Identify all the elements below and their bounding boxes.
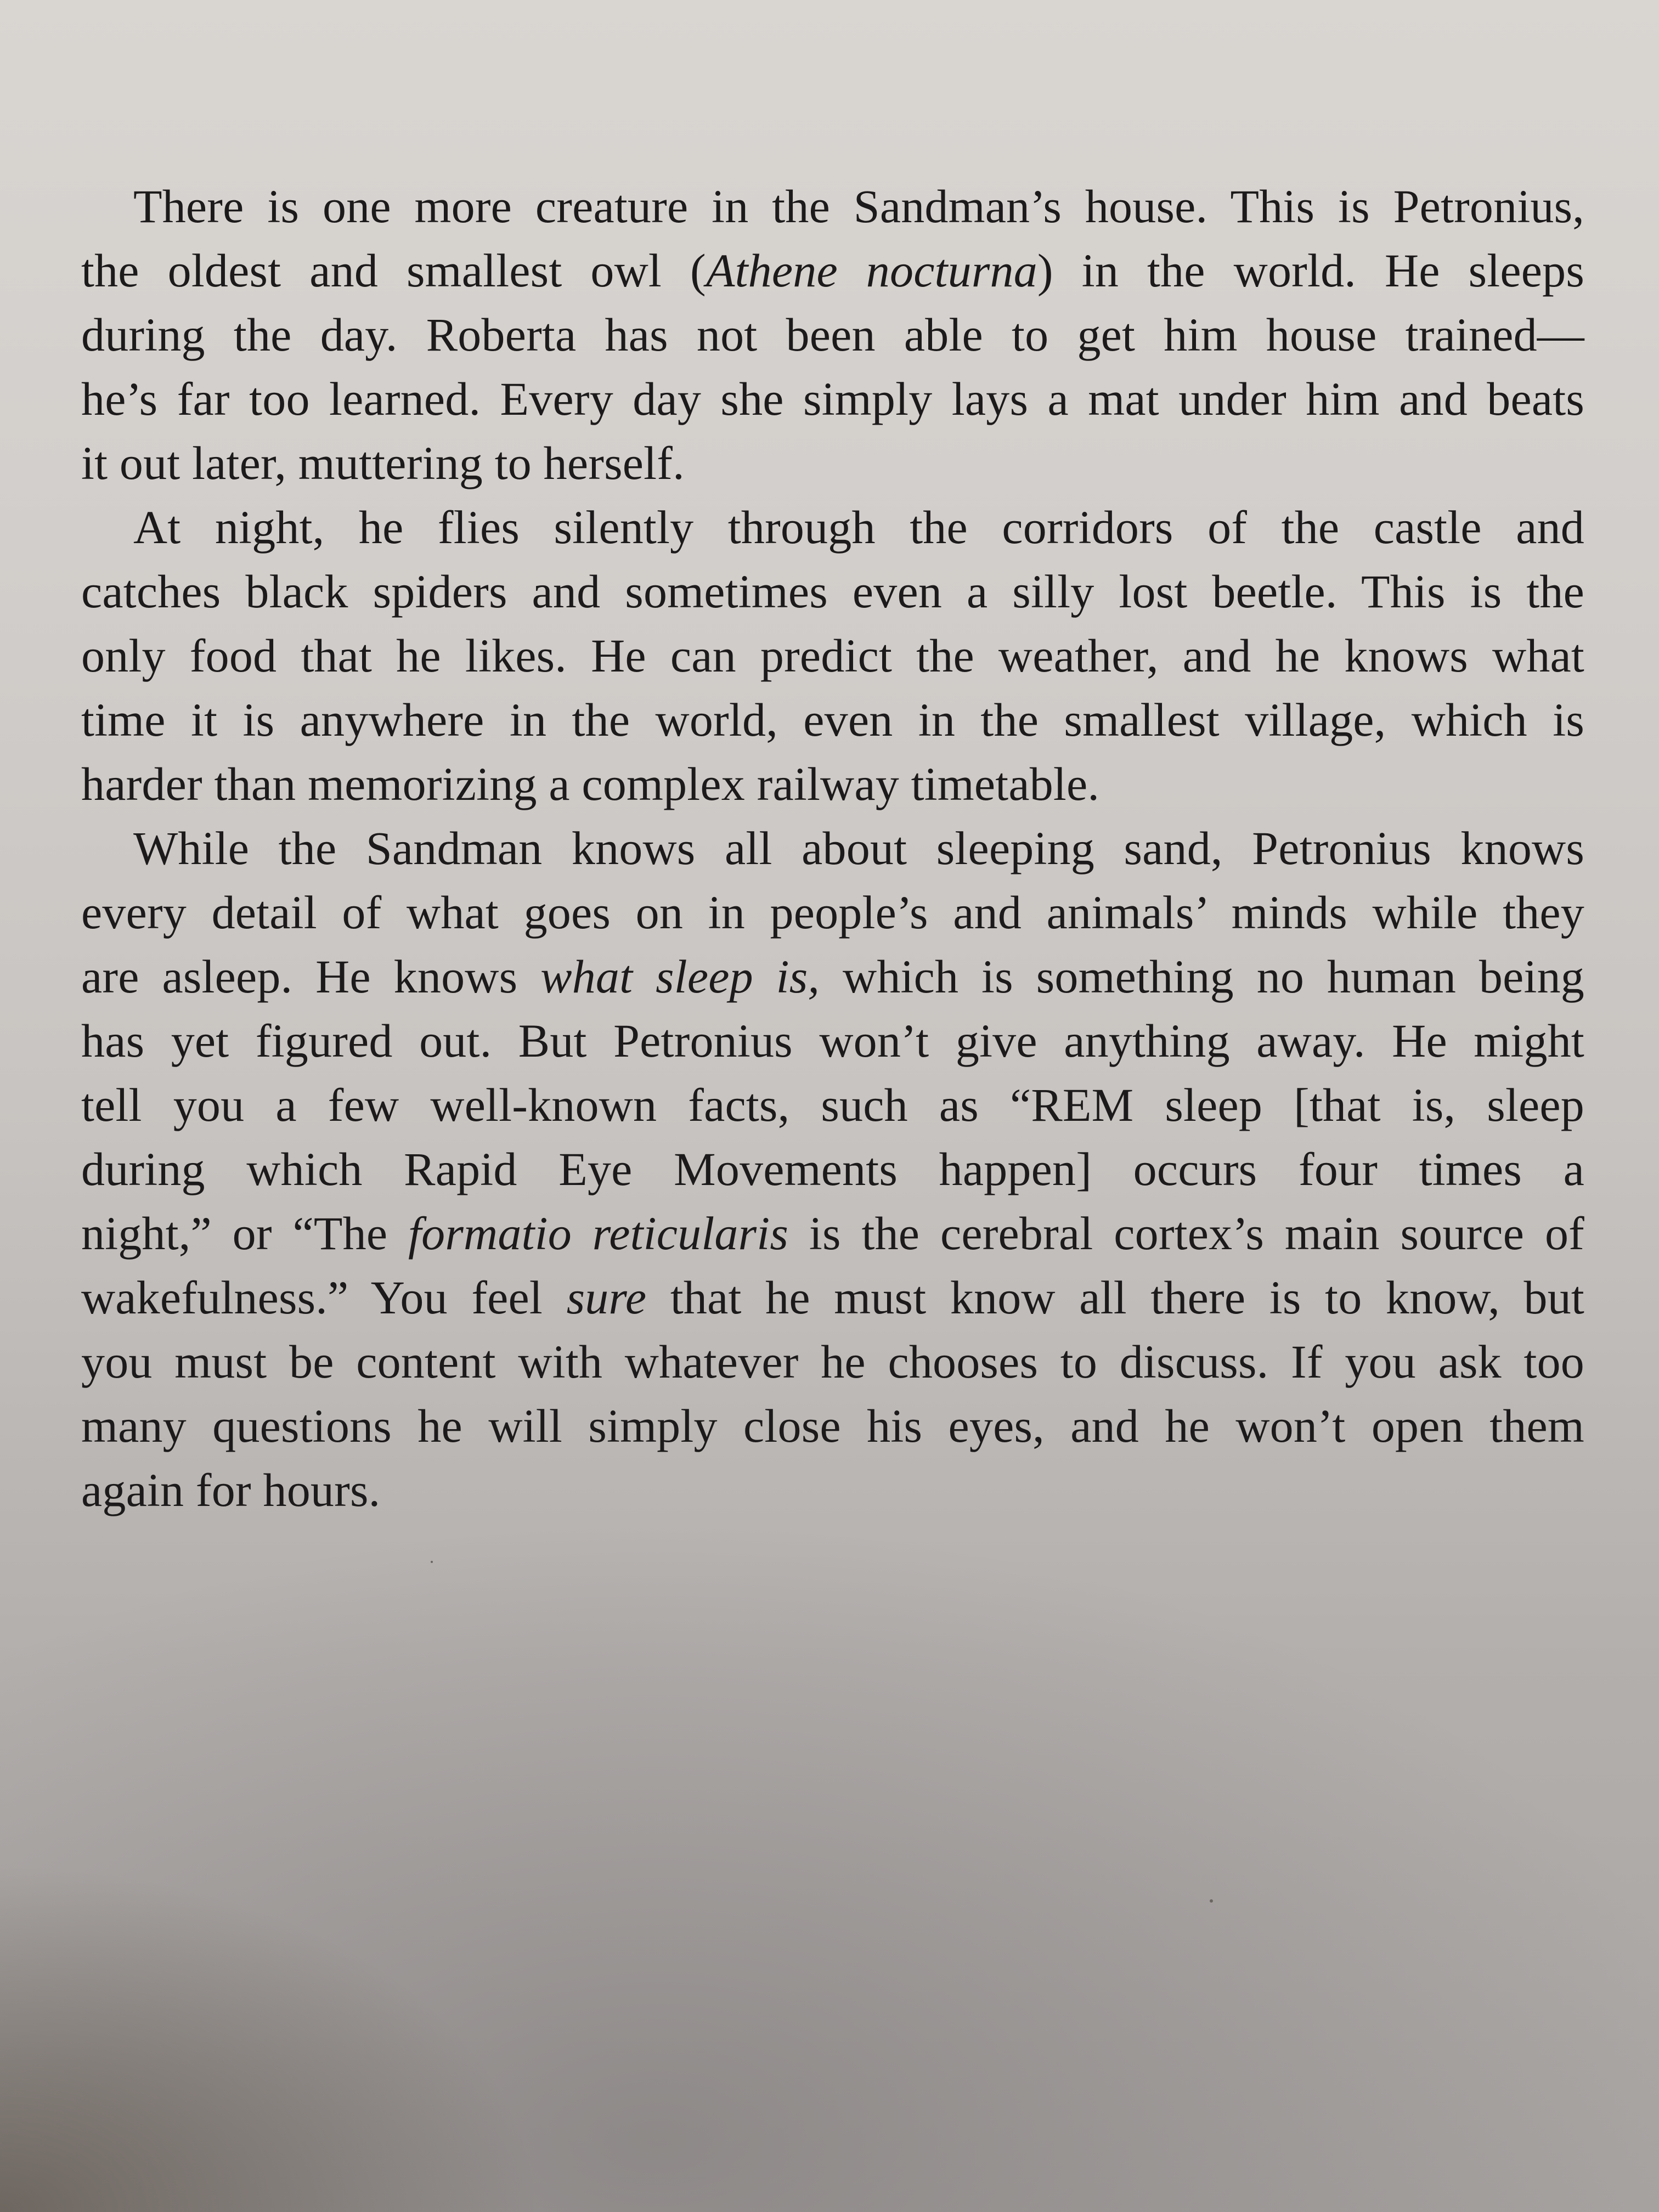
text-run: harder than memorizing a complex railway timetable. [81, 758, 1100, 810]
text-run: time it is anywhere in the world, even in the smallest village, which is [81, 693, 1584, 746]
text-run: during the day. Roberta has not been able to get him house trained— [81, 308, 1584, 361]
text-run: are asleep. He knows [81, 950, 541, 1003]
text-run: that he must know all there is to know, but [646, 1271, 1584, 1324]
text-run: many questions he will simply close his eyes, and he won’t open them [81, 1400, 1584, 1452]
page-text [81, 174, 1584, 1522]
text-run: which is something no human being [820, 950, 1584, 1003]
text-line [81, 367, 1584, 431]
text-line [81, 239, 1584, 303]
text-run: tell you a few well-known facts, such as “REM sleep [that is, sleep [81, 1079, 1584, 1131]
paragraph [81, 816, 1584, 1522]
text-line [81, 1009, 1584, 1073]
text-line [81, 752, 1584, 816]
text-line [81, 560, 1584, 624]
text-run: ) in the world. He sleeps [1037, 244, 1584, 297]
text-run: it out later, muttering to herself. [81, 437, 685, 489]
text-line [81, 495, 1584, 560]
text-line [81, 431, 1584, 495]
text-run: only food that he likes. He can predict the weather, and he knows what [81, 629, 1584, 682]
text-line [81, 1330, 1584, 1394]
text-line [81, 1266, 1584, 1330]
text-run: he’s far too learned. Every day she simply lays a mat under him and beats [81, 373, 1584, 425]
text-line [81, 303, 1584, 367]
italic-run: Athene nocturna [706, 244, 1037, 297]
italic-run: formatio reticularis [408, 1207, 789, 1260]
italic-run: sure [566, 1271, 647, 1324]
text-line [81, 1137, 1584, 1201]
text-line [81, 1201, 1584, 1266]
text-run: While the Sandman knows all about sleeping sand, Petronius knows [133, 822, 1584, 874]
paragraph [81, 174, 1584, 495]
text-line [81, 1394, 1584, 1458]
text-line [81, 174, 1584, 239]
text-run: every detail of what goes on in people’s and animals’ minds while they [81, 886, 1584, 939]
text-line [81, 624, 1584, 688]
text-line [81, 816, 1584, 881]
text-run: the oldest and smallest owl ( [81, 244, 706, 297]
italic-run: what sleep is, [540, 950, 820, 1003]
text-run: There is one more creature in the Sandman’s house. This is Petronius, [133, 180, 1584, 233]
paragraph [81, 495, 1584, 816]
text-line [81, 688, 1584, 752]
text-line [81, 881, 1584, 945]
text-run: you must be content with whatever he chooses to discuss. If you ask too [81, 1335, 1584, 1388]
text-run: is the cerebral cortex’s main source of [788, 1207, 1584, 1260]
text-line [81, 1458, 1584, 1522]
text-run: again for hours. [81, 1464, 381, 1516]
text-run: catches black spiders and sometimes even a silly lost beetle. This is the [81, 565, 1584, 618]
text-run: At night, he flies silently through the corridors of the castle and [133, 501, 1584, 554]
paper-speck [1210, 1899, 1213, 1903]
text-line [81, 1073, 1584, 1137]
text-line [81, 945, 1584, 1009]
text-run: during which Rapid Eye Movements happen] occurs four times a [81, 1143, 1584, 1195]
text-run: wakefulness.” You feel [81, 1271, 567, 1324]
text-run: night,” or “The [81, 1207, 409, 1260]
text-run: has yet figured out. But Petronius won’t give anything away. He might [81, 1014, 1584, 1067]
paper-speck [431, 1561, 433, 1563]
